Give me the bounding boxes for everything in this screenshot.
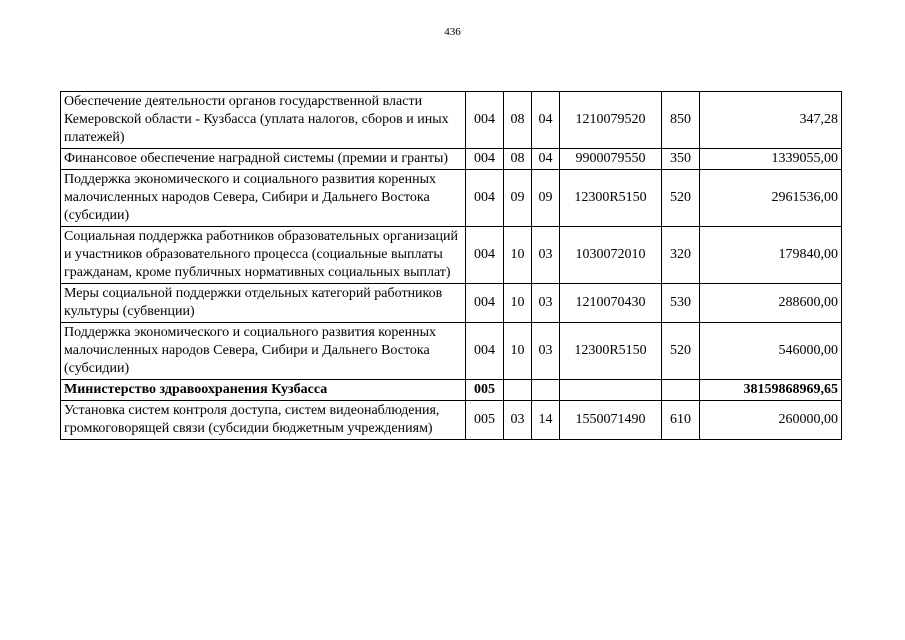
expense-name-cell: Поддержка экономического и социального развития коренных малочисленных народов Севера, Сибири и Дальнего Востока (субсидии) (61, 170, 466, 227)
expense-name-cell: Обеспечение деятельности органов государственной власти Кемеровской области - Кузбасса (уплата налогов, сборов и иных платежей) (61, 92, 466, 149)
table-row (61, 401, 842, 440)
amount-cell: 179840,00 (700, 227, 842, 284)
expense-name-cell: Министерство здравоохранения Кузбасса (61, 380, 466, 401)
expense-type-cell: 320 (662, 227, 700, 284)
table-row (61, 284, 842, 323)
table-row (61, 227, 842, 284)
amount-cell: 38159868969,65 (700, 380, 842, 401)
target-article-cell: 1210070430 (560, 284, 662, 323)
subsection-code-cell: 03 (532, 227, 560, 284)
section-code-cell: 10 (504, 323, 532, 380)
subsection-code-cell: 04 (532, 149, 560, 170)
ministry-code-cell: 004 (466, 170, 504, 227)
expense-type-cell: 350 (662, 149, 700, 170)
amount-cell: 347,28 (700, 92, 842, 149)
expense-name-cell: Финансовое обеспечение наградной системы (премии и гранты) (61, 149, 466, 170)
section-code-cell: 08 (504, 92, 532, 149)
target-article-cell: 12300R5150 (560, 170, 662, 227)
subsection-code-cell: 09 (532, 170, 560, 227)
budget-table (60, 91, 842, 440)
target-article-cell: 12300R5150 (560, 323, 662, 380)
section-code-cell: 03 (504, 401, 532, 440)
ministry-code-cell: 005 (466, 380, 504, 401)
table-row (61, 92, 842, 149)
subsection-code-cell (532, 380, 560, 401)
target-article-cell: 9900079550 (560, 149, 662, 170)
amount-cell: 1339055,00 (700, 149, 842, 170)
target-article-cell: 1550071490 (560, 401, 662, 440)
ministry-code-cell: 004 (466, 284, 504, 323)
expense-type-cell: 850 (662, 92, 700, 149)
page-number: 436 (444, 26, 461, 38)
section-code-cell (504, 380, 532, 401)
ministry-code-cell: 004 (466, 92, 504, 149)
amount-cell: 2961536,00 (700, 170, 842, 227)
expense-type-cell: 530 (662, 284, 700, 323)
expense-type-cell: 610 (662, 401, 700, 440)
subsection-code-cell: 14 (532, 401, 560, 440)
ministry-code-cell: 004 (466, 227, 504, 284)
ministry-code-cell: 005 (466, 401, 504, 440)
expense-name-cell: Установка систем контроля доступа, систем видеонаблюдения, громкоговорящей связи (субсидии бюджетным учреждениям) (61, 401, 466, 440)
amount-cell: 260000,00 (700, 401, 842, 440)
section-code-cell: 10 (504, 284, 532, 323)
table-row-ministry-total (61, 380, 842, 401)
section-code-cell: 09 (504, 170, 532, 227)
section-code-cell: 08 (504, 149, 532, 170)
subsection-code-cell: 03 (532, 323, 560, 380)
table-row (61, 323, 842, 380)
target-article-cell: 1210079520 (560, 92, 662, 149)
target-article-cell: 1030072010 (560, 227, 662, 284)
expense-type-cell: 520 (662, 170, 700, 227)
table-row (61, 149, 842, 170)
target-article-cell (560, 380, 662, 401)
amount-cell: 288600,00 (700, 284, 842, 323)
table-row (61, 170, 842, 227)
subsection-code-cell: 03 (532, 284, 560, 323)
expense-type-cell (662, 380, 700, 401)
expense-name-cell: Поддержка экономического и социального развития коренных малочисленных народов Севера, Сибири и Дальнего Востока (субсидии) (61, 323, 466, 380)
amount-cell: 546000,00 (700, 323, 842, 380)
expense-name-cell: Меры социальной поддержки отдельных категорий работников культуры (субвенции) (61, 284, 466, 323)
subsection-code-cell: 04 (532, 92, 560, 149)
ministry-code-cell: 004 (466, 323, 504, 380)
expense-name-cell: Социальная поддержка работников образовательных организаций и участников образовательного процесса (социальные выплаты гражданам, кроме публичных нормативных социальных выплат) (61, 227, 466, 284)
expense-type-cell: 520 (662, 323, 700, 380)
ministry-code-cell: 004 (466, 149, 504, 170)
section-code-cell: 10 (504, 227, 532, 284)
budget-table-body (61, 92, 842, 440)
